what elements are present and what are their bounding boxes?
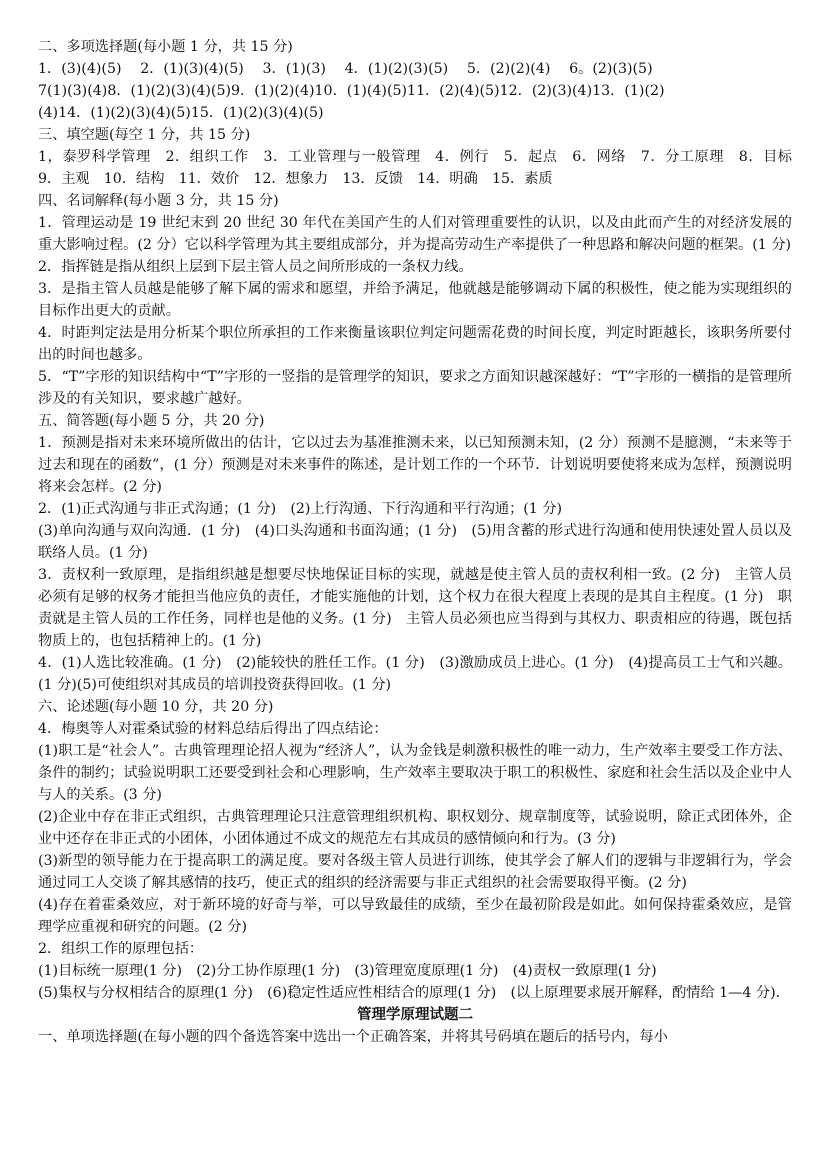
paper-2-section-1-heading: 一、单项选择题(在每小题的四个备选答案中选出一个正确答案，并将其号码填在题后的括号内，每小	[38, 1029, 668, 1045]
section-4-item-1: 1．管理运动是 19 世纪末到 20 世纪 30 年代在美国产生的人们对管理重要性的认识，以及由此而产生的对经济发展的重大影响过程。(2 分）它以科学管理为其主要组成部分，并为提高劳动生产率提供了一种思路和解决问题的框架。(1 分)	[38, 215, 792, 253]
section-5-item-1: 1．预测是指对未来环境所做出的估计，它以过去为基准推测未来，以已知预测未知，(2 分）预测不是臆测，“未来等于过去和现在的函数”，(1 分）预测是对未来事件的陈述，是计划工作的一个环节．计划说明要使将来成为怎样，预测说明将来会怎样。(2 分)	[38, 435, 792, 495]
section-4-item-5: 5．“T”字形的知识结构中“T”字形的一竖指的是管理学的知识，要求之方面知识越深越好：“T”字形的一横指的是管理所涉及的有关知识，要求越广越好。	[38, 369, 792, 407]
section-2-heading: 二、多项选择题(每小题 1 分，共 15 分)	[38, 39, 293, 55]
section-6-heading: 六、论述题(每小题 10 分，共 20 分)	[38, 699, 274, 715]
section-6-q2-line-2: (5)集权与分权相结合的原理(1 分) (6)稳定性适应性相结合的原理(1 分) (以上原理要求展开解释，酌情给 1—4 分)．	[38, 985, 790, 1001]
section-6-q1-point-3: (3)新型的领导能力在于提高职工的满足度。要对各级主管人员进行训练，使其学会了解人们的逻辑与非逻辑行为，学会通过同工人交谈了解其感情的技巧，使正式的组织的经济需要与非正式组织的社会需要取得平衡。(2 分)	[38, 853, 792, 891]
section-4-item-4: 4．时距判定法是用分析某个职位所承担的工作来衡量该职位判定问题需花费的时间长度，判定时距越长，该职务所要付出的时间也越多。	[38, 325, 792, 363]
section-5-heading: 五、简答题(每小题 5 分，共 20 分)	[38, 413, 265, 429]
section-6-question-2: 2．组织工作的原理包括：	[38, 941, 204, 957]
section-2-answers-line-1: 1．(3)(4)(5) 2．(1)(3)(4)(5) 3．(1)(3) 4．(1)(2)(3)(5) 5．(2)(2)(4) 6。(2)(3)(5)	[38, 61, 653, 77]
section-6-q1-point-2: (2)企业中存在非正式组织，古典管理理论只注意管理组织机构、职权划分、规章制度等，试验说明，除正式团体外，企业中还存在非正式的小团体，小团体通过不成文的规范左右其成员的感情倾向和行为。(3 分)	[38, 809, 792, 847]
section-5-item-4: 4．(1)人选比较准确。(1 分) (2)能较快的胜任工作。(1 分) (3)激励成员上进心。(1 分) (4)提高员工士气和兴趣。(1 分)(5)可使组织对其成员的培训投资获得回收。(1 分)	[38, 655, 792, 693]
section-4-heading: 四、名词解释(每小题 3 分，共 15 分)	[38, 193, 279, 209]
section-6-q2-line-1: (1)目标统一原理(1 分) (2)分工协作原理(1 分) (3)管理宽度原理(1 分) (4)责权一致原理(1 分)	[38, 963, 657, 979]
section-6-question-1: 4．梅奥等人对霍桑试验的材料总结后得出了四点结论：	[38, 721, 388, 737]
section-3-heading: 三、填空题(每空 1 分，共 15 分)	[38, 127, 251, 143]
section-6-q1-point-4: (4)存在着霍桑效应，对于新环境的好奇与举，可以导致最佳的成绩，至少在最初阶段是如此。如何保持霍桑效应，是管理学应重视和研究的问题。(2 分)	[38, 897, 792, 935]
section-4-item-3: 3．是指主管人员越是能够了解下属的需求和愿望，并给予满足，他就越是能够调动下属的积极性，使之能为实现组织的目标作出更大的贡献。	[38, 281, 792, 319]
section-6-q1-point-1: (1)职工是“社会人”。古典管理理论招人视为“经济人”，认为金钱是刺激积极性的唯一动力，生产效率主要受工作方法、条件的制约；试验说明职工还要受到社会和心理影响，生产效率主要取决于职工的积极性、家庭和社会生活以及企业中人与人的关系。(3 分)	[38, 743, 792, 803]
section-5-item-2b: (3)单向沟通与双向沟通．(1 分) (4)口头沟通和书面沟通；(1 分) (5)用含蓄的形式进行沟通和使用快速处置人员以及联络人员。(1 分)	[38, 523, 792, 561]
document-body	[38, 36, 807, 1048]
section-4-item-2: 2．指挥链是指从组织上层到下层主管人员之间所形成的一条权力线。	[38, 259, 473, 275]
paper-2-title: 管理学原理试题二	[357, 1007, 473, 1023]
section-2-answers-line-3: (4)14．(1)(2)(3)(4)(5)15．(1)(2)(3)(4)(5)	[38, 105, 324, 121]
section-3-answers: 1，泰罗科学管理 2．组织工作 3．工业管理与一般管理 4．例行 5．起点 6．网络 7．分工原理 8．目标 9．主观 10．结构 11．效价 12．想象力 13．反馈 14．明确 15．素质	[38, 149, 807, 187]
section-5-item-3: 3．责权利一致原理，是指组织越是想要尽快地保证目标的实现，就越是使主管人员的责权利相一致。(2 分) 主管人员必须有足够的权务才能担当他应负的责任，才能实施他的计划，这个权力在很大程度上表现的是其自主程度。(1 分) 职责就是主管人员的工作任务，同样也是他的义务。(1 分) 主管人员必须也应当得到与其权力、职责相应的待遇，既包括物质上的，也包括精神上的。(1 分)	[38, 567, 792, 649]
section-5-item-2a: 2．(1)正式沟通与非正式沟通；(1 分) (2)上行沟通、下行沟通和平行沟通；(1 分)	[38, 501, 563, 517]
section-2-answers-line-2: 7(1)(3)(4)8．(1)(2)(3)(4)(5)9．(1)(2)(4)10．(1)(4)(5)11．(2)(4)(5)12．(2)(3)(4)13．(1)(2)	[38, 83, 665, 99]
